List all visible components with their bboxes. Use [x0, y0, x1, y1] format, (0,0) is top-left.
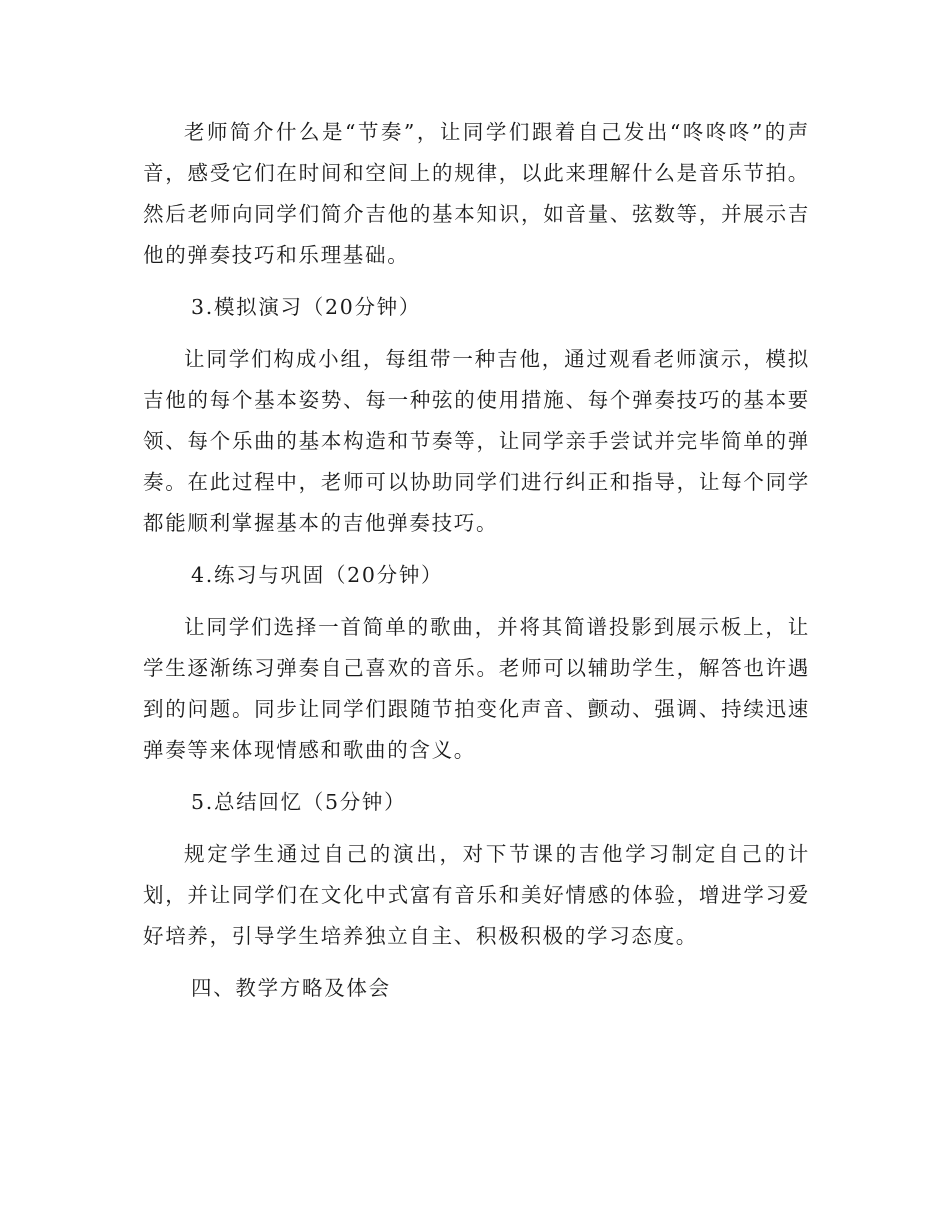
section-heading-methods: 四、教学方略及体会 [191, 976, 391, 1000]
section-heading-summary: 5.总结回忆（5分钟） [191, 790, 407, 814]
paragraph-summary: 规定学生通过自己的演出，对下节课的吉他学习制定自己的计划，并让同学们在文化中式富有音乐和美好情感的体验，增进学习爱好培养，引导学生培养独立自主、积极积极的学习态度。 [143, 842, 810, 948]
section-heading-simulation: 3.模拟演习（20分钟） [191, 295, 422, 319]
paragraph-intro: 老师简介什么是“节奏”，让同学们跟着自己发出“咚咚咚”的声音，感受它们在时间和空间上的规律，以此来理解什么是音乐节拍。然后老师向同学们简介吉他的基本知识，如音量、弦数等，并展示吉他的弹奏技巧和乐理基础。 [143, 120, 810, 267]
paragraph-practice: 让同学们选择一首简单的歌曲，并将其简谱投影到展示板上，让学生逐渐练习弹奏自己喜欢的音乐。老师可以辅助学生，解答也许遇到的问题。同步让同学们跟随节拍变化声音、颤动、强调、持续迅速弹奏等来体现情感和歌曲的含义。 [143, 615, 810, 762]
paragraph-simulation: 让同学们构成小组，每组带一种吉他，通过观看老师演示，模拟吉他的每个基本姿势、每一种弦的使用措施、每个弹奏技巧的基本要领、每个乐曲的基本构造和节奏等，让同学亲手尝试并完毕简单的弹奏。在此过程中，老师可以协助同学们进行纠正和指导，让每个同学都能顺利掌握基本的吉他弹奏技巧。 [143, 347, 810, 535]
section-heading-practice: 4.练习与巩固（20分钟） [191, 563, 444, 587]
document-body [143, 112, 810, 1009]
